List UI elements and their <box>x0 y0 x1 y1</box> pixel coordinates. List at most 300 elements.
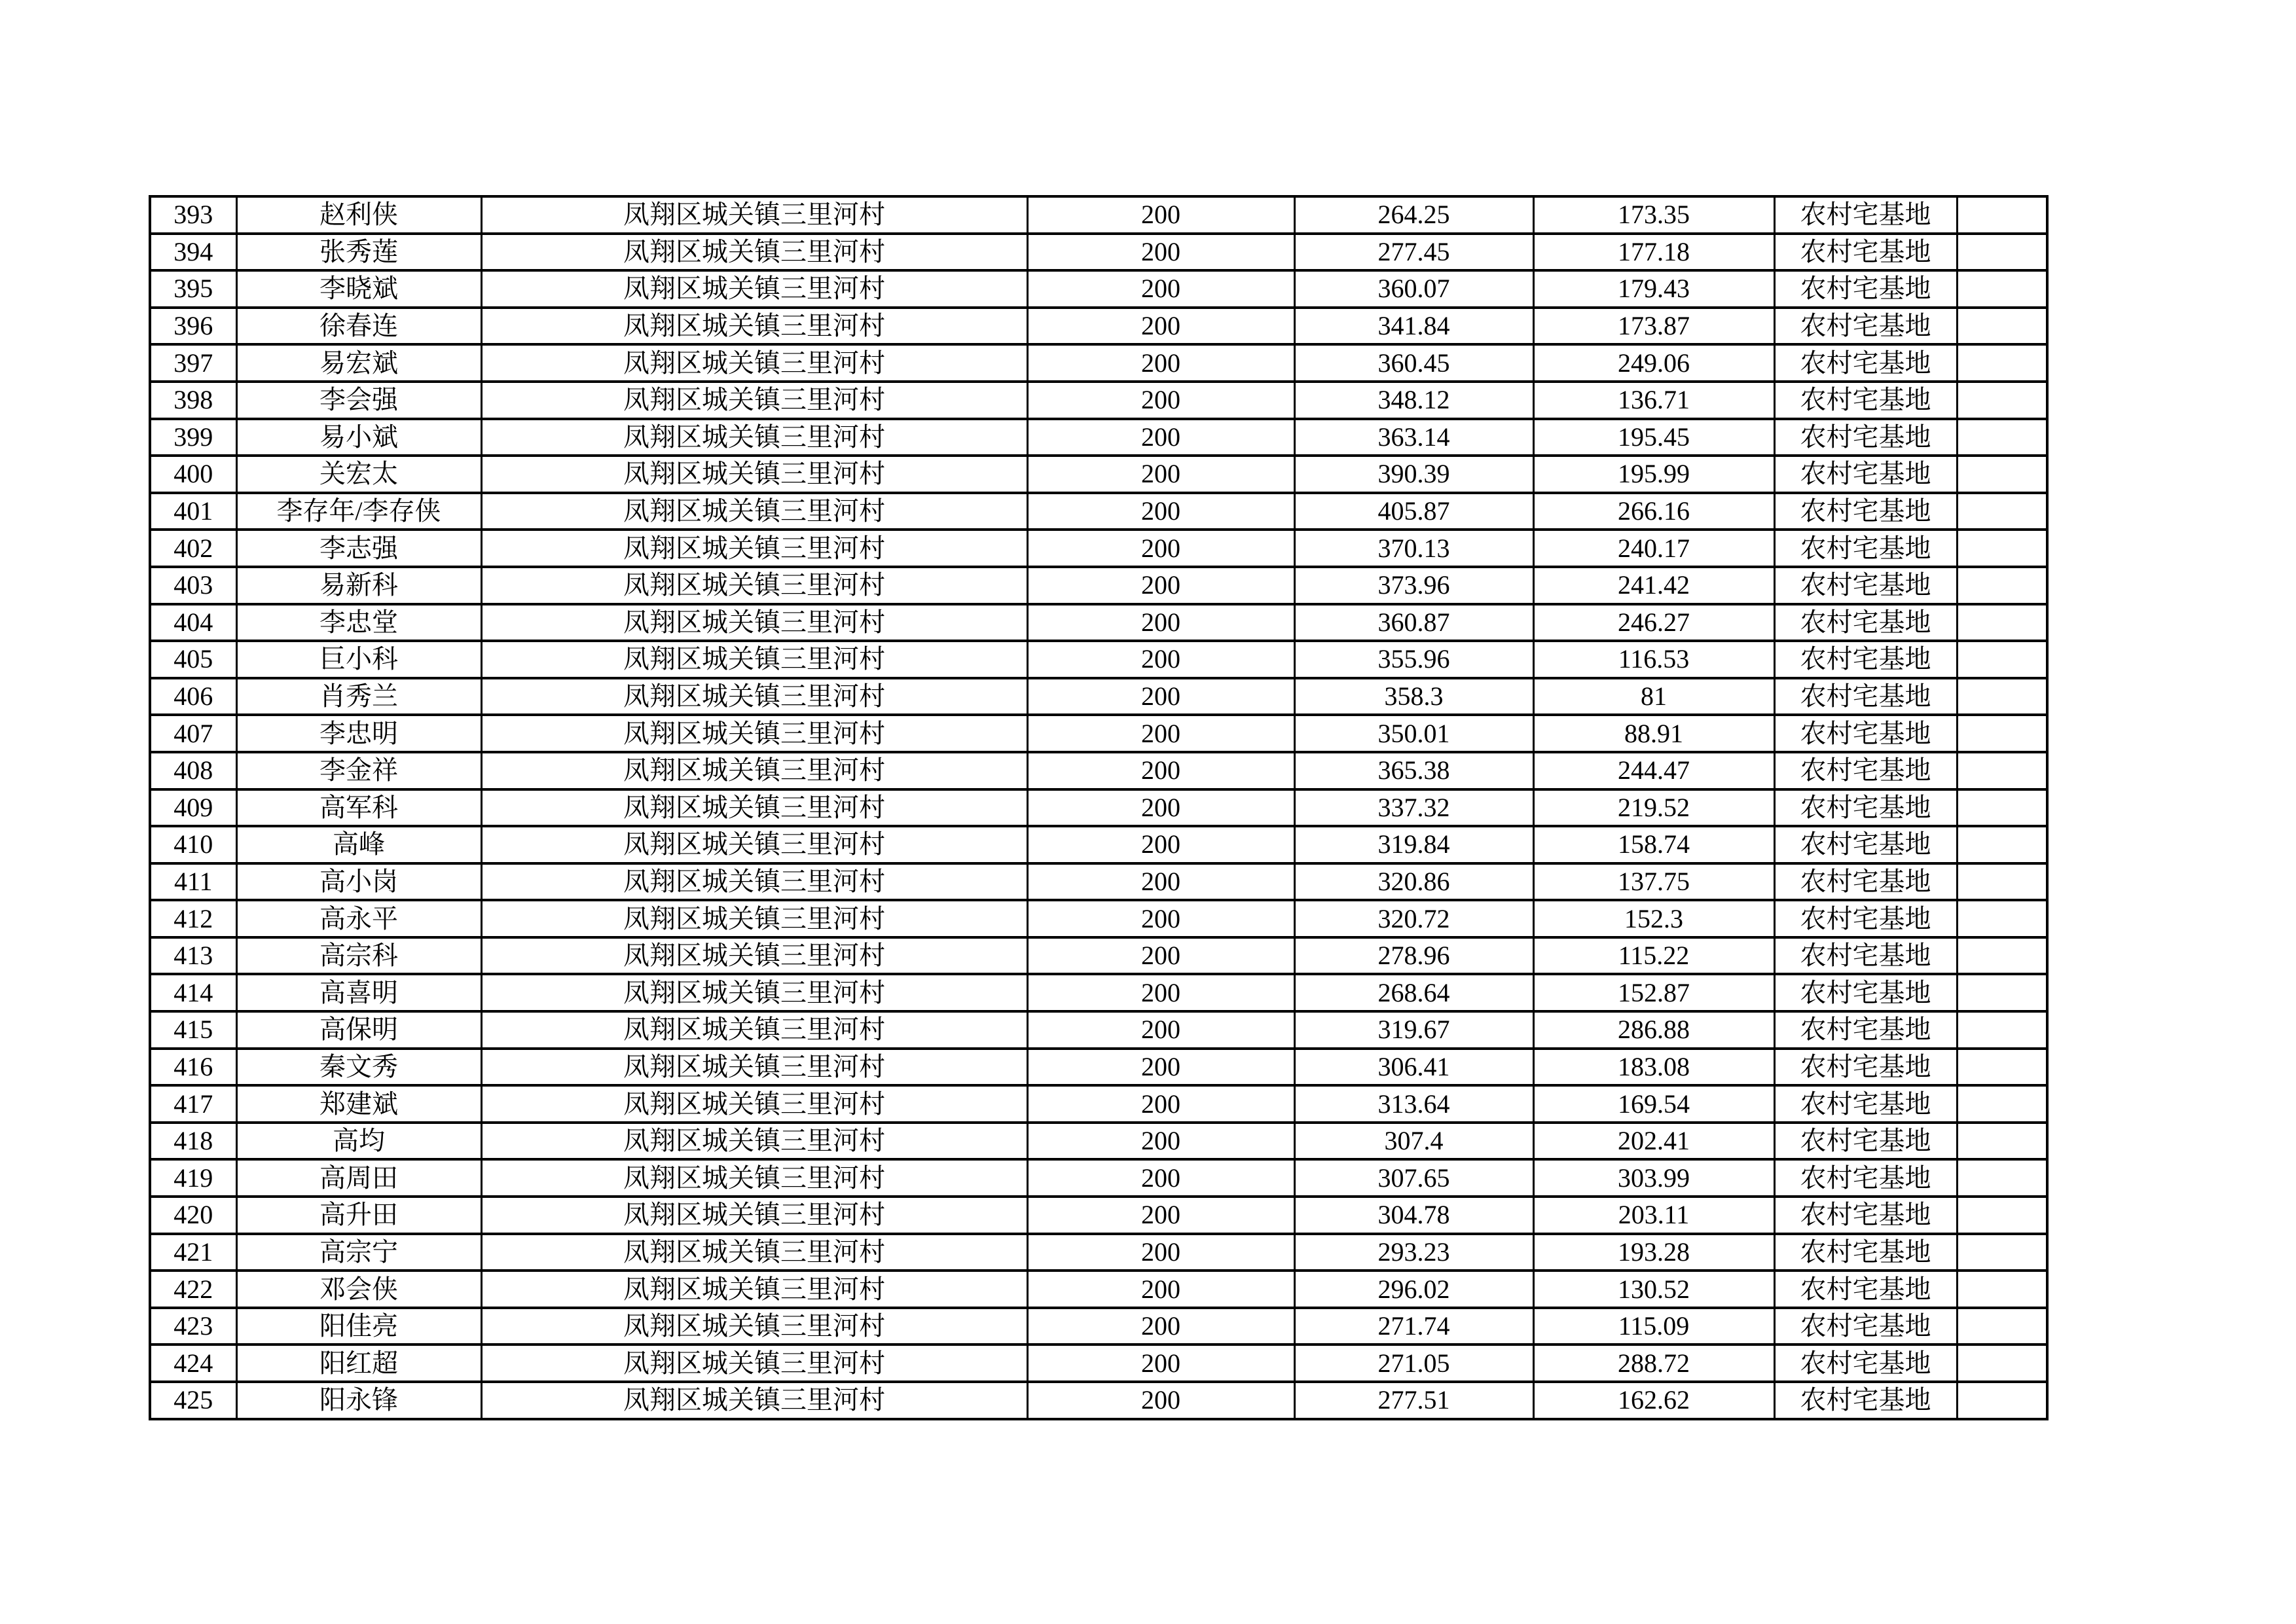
cell-empty <box>1957 604 2047 641</box>
cell-land-type: 农村宅基地 <box>1774 456 1957 493</box>
cell-area-1: 293.23 <box>1294 1234 1533 1271</box>
cell-person-name: 李忠明 <box>236 715 481 752</box>
cell-land-type: 农村宅基地 <box>1774 1271 1957 1308</box>
cell-serial-number: 407 <box>150 715 236 752</box>
table-row <box>150 270 2047 308</box>
cell-land-type: 农村宅基地 <box>1774 826 1957 863</box>
cell-area-2: 266.16 <box>1533 493 1774 530</box>
cell-village: 凤翔区城关镇三里河村 <box>481 974 1027 1011</box>
cell-land-type: 农村宅基地 <box>1774 789 1957 827</box>
table-row <box>150 234 2047 271</box>
cell-person-name: 高周田 <box>236 1159 481 1197</box>
table-row <box>150 974 2047 1011</box>
cell-area-1: 271.05 <box>1294 1344 1533 1382</box>
cell-person-name: 张秀莲 <box>236 234 481 271</box>
cell-serial-number: 418 <box>150 1123 236 1160</box>
cell-land-type: 农村宅基地 <box>1774 974 1957 1011</box>
table-row <box>150 1085 2047 1123</box>
cell-land-type: 农村宅基地 <box>1774 1011 1957 1049</box>
cell-area-2: 173.87 <box>1533 308 1774 345</box>
cell-subsidy-standard: 200 <box>1027 974 1294 1011</box>
cell-subsidy-standard: 200 <box>1027 344 1294 382</box>
cell-empty <box>1957 974 2047 1011</box>
cell-area-1: 370.13 <box>1294 530 1533 567</box>
cell-empty <box>1957 641 2047 678</box>
cell-land-type: 农村宅基地 <box>1774 308 1957 345</box>
cell-land-type: 农村宅基地 <box>1774 937 1957 975</box>
cell-land-type: 农村宅基地 <box>1774 567 1957 604</box>
cell-area-1: 365.38 <box>1294 752 1533 789</box>
cell-land-type: 农村宅基地 <box>1774 530 1957 567</box>
cell-person-name: 易小斌 <box>236 419 481 456</box>
cell-serial-number: 393 <box>150 196 236 234</box>
cell-area-2: 116.53 <box>1533 641 1774 678</box>
cell-land-type: 农村宅基地 <box>1774 604 1957 641</box>
cell-village: 凤翔区城关镇三里河村 <box>481 641 1027 678</box>
cell-serial-number: 417 <box>150 1085 236 1123</box>
cell-serial-number: 398 <box>150 382 236 419</box>
cell-empty <box>1957 1085 2047 1123</box>
cell-person-name: 高永平 <box>236 900 481 937</box>
cell-subsidy-standard: 200 <box>1027 382 1294 419</box>
cell-empty <box>1957 826 2047 863</box>
cell-land-type: 农村宅基地 <box>1774 234 1957 271</box>
cell-subsidy-standard: 200 <box>1027 456 1294 493</box>
cell-area-1: 360.07 <box>1294 270 1533 308</box>
cell-empty <box>1957 382 2047 419</box>
cell-area-1: 390.39 <box>1294 456 1533 493</box>
cell-subsidy-standard: 200 <box>1027 1197 1294 1234</box>
cell-area-1: 337.32 <box>1294 789 1533 827</box>
cell-land-type: 农村宅基地 <box>1774 1159 1957 1197</box>
cell-empty <box>1957 1234 2047 1271</box>
cell-village: 凤翔区城关镇三里河村 <box>481 863 1027 901</box>
cell-area-1: 320.86 <box>1294 863 1533 901</box>
cell-serial-number: 395 <box>150 270 236 308</box>
cell-area-1: 296.02 <box>1294 1271 1533 1308</box>
cell-subsidy-standard: 200 <box>1027 641 1294 678</box>
cell-serial-number: 396 <box>150 308 236 345</box>
cell-person-name: 高峰 <box>236 826 481 863</box>
cell-empty <box>1957 456 2047 493</box>
cell-person-name: 李存年/李存侠 <box>236 493 481 530</box>
cell-serial-number: 423 <box>150 1308 236 1345</box>
cell-person-name: 关宏太 <box>236 456 481 493</box>
cell-village: 凤翔区城关镇三里河村 <box>481 196 1027 234</box>
cell-area-1: 307.4 <box>1294 1123 1533 1160</box>
cell-subsidy-standard: 200 <box>1027 493 1294 530</box>
cell-subsidy-standard: 200 <box>1027 1382 1294 1419</box>
cell-area-1: 355.96 <box>1294 641 1533 678</box>
cell-subsidy-standard: 200 <box>1027 1271 1294 1308</box>
cell-village: 凤翔区城关镇三里河村 <box>481 530 1027 567</box>
cell-area-1: 360.87 <box>1294 604 1533 641</box>
cell-serial-number: 399 <box>150 419 236 456</box>
cell-area-2: 195.99 <box>1533 456 1774 493</box>
cell-empty <box>1957 1159 2047 1197</box>
cell-area-2: 303.99 <box>1533 1159 1774 1197</box>
table-row <box>150 1159 2047 1197</box>
cell-village: 凤翔区城关镇三里河村 <box>481 1234 1027 1271</box>
cell-serial-number: 397 <box>150 344 236 382</box>
table-row <box>150 752 2047 789</box>
cell-subsidy-standard: 200 <box>1027 900 1294 937</box>
cell-land-type: 农村宅基地 <box>1774 900 1957 937</box>
cell-land-type: 农村宅基地 <box>1774 678 1957 715</box>
cell-person-name: 高军科 <box>236 789 481 827</box>
cell-serial-number: 413 <box>150 937 236 975</box>
cell-area-2: 169.54 <box>1533 1085 1774 1123</box>
cell-village: 凤翔区城关镇三里河村 <box>481 567 1027 604</box>
table-row <box>150 604 2047 641</box>
cell-person-name: 李志强 <box>236 530 481 567</box>
cell-empty <box>1957 419 2047 456</box>
cell-area-2: 286.88 <box>1533 1011 1774 1049</box>
cell-village: 凤翔区城关镇三里河村 <box>481 1271 1027 1308</box>
cell-serial-number: 420 <box>150 1197 236 1234</box>
cell-land-type: 农村宅基地 <box>1774 382 1957 419</box>
cell-area-1: 313.64 <box>1294 1085 1533 1123</box>
table-row <box>150 1049 2047 1086</box>
cell-serial-number: 422 <box>150 1271 236 1308</box>
cell-village: 凤翔区城关镇三里河村 <box>481 419 1027 456</box>
cell-village: 凤翔区城关镇三里河村 <box>481 1197 1027 1234</box>
cell-subsidy-standard: 200 <box>1027 308 1294 345</box>
table-row <box>150 826 2047 863</box>
cell-area-1: 341.84 <box>1294 308 1533 345</box>
cell-subsidy-standard: 200 <box>1027 1344 1294 1382</box>
cell-person-name: 徐春连 <box>236 308 481 345</box>
cell-empty <box>1957 493 2047 530</box>
table-row <box>150 530 2047 567</box>
cell-area-1: 348.12 <box>1294 382 1533 419</box>
cell-land-type: 农村宅基地 <box>1774 1123 1957 1160</box>
cell-subsidy-standard: 200 <box>1027 1085 1294 1123</box>
cell-serial-number: 421 <box>150 1234 236 1271</box>
cell-person-name: 李晓斌 <box>236 270 481 308</box>
cell-person-name: 高宗科 <box>236 937 481 975</box>
cell-serial-number: 411 <box>150 863 236 901</box>
cell-serial-number: 406 <box>150 678 236 715</box>
cell-empty <box>1957 1344 2047 1382</box>
cell-subsidy-standard: 200 <box>1027 1308 1294 1345</box>
cell-area-2: 193.28 <box>1533 1234 1774 1271</box>
cell-empty <box>1957 789 2047 827</box>
table-row <box>150 1308 2047 1345</box>
cell-serial-number: 412 <box>150 900 236 937</box>
table-row <box>150 1234 2047 1271</box>
cell-land-type: 农村宅基地 <box>1774 270 1957 308</box>
cell-person-name: 高均 <box>236 1123 481 1160</box>
table-row <box>150 382 2047 419</box>
cell-person-name: 郑建斌 <box>236 1085 481 1123</box>
subsidy-table-container <box>149 195 2049 1420</box>
cell-area-2: 81 <box>1533 678 1774 715</box>
table-row <box>150 567 2047 604</box>
cell-person-name: 高喜明 <box>236 974 481 1011</box>
table-row <box>150 937 2047 975</box>
cell-empty <box>1957 752 2047 789</box>
cell-village: 凤翔区城关镇三里河村 <box>481 1159 1027 1197</box>
cell-subsidy-standard: 200 <box>1027 196 1294 234</box>
table-row <box>150 196 2047 234</box>
cell-subsidy-standard: 200 <box>1027 1234 1294 1271</box>
table-row <box>150 1382 2047 1419</box>
cell-land-type: 农村宅基地 <box>1774 1234 1957 1271</box>
cell-area-2: 288.72 <box>1533 1344 1774 1382</box>
cell-land-type: 农村宅基地 <box>1774 752 1957 789</box>
cell-serial-number: 394 <box>150 234 236 271</box>
table-row <box>150 493 2047 530</box>
cell-land-type: 农村宅基地 <box>1774 419 1957 456</box>
cell-serial-number: 415 <box>150 1011 236 1049</box>
cell-area-2: 246.27 <box>1533 604 1774 641</box>
cell-empty <box>1957 900 2047 937</box>
cell-land-type: 农村宅基地 <box>1774 715 1957 752</box>
cell-serial-number: 416 <box>150 1049 236 1086</box>
cell-area-1: 405.87 <box>1294 493 1533 530</box>
table-row <box>150 1197 2047 1234</box>
table-row <box>150 1271 2047 1308</box>
cell-serial-number: 405 <box>150 641 236 678</box>
cell-area-1: 319.67 <box>1294 1011 1533 1049</box>
cell-empty <box>1957 1123 2047 1160</box>
cell-area-2: 177.18 <box>1533 234 1774 271</box>
cell-subsidy-standard: 200 <box>1027 715 1294 752</box>
cell-area-2: 162.62 <box>1533 1382 1774 1419</box>
table-row <box>150 678 2047 715</box>
cell-area-1: 350.01 <box>1294 715 1533 752</box>
cell-subsidy-standard: 200 <box>1027 789 1294 827</box>
cell-subsidy-standard: 200 <box>1027 1159 1294 1197</box>
cell-village: 凤翔区城关镇三里河村 <box>481 604 1027 641</box>
cell-land-type: 农村宅基地 <box>1774 1049 1957 1086</box>
cell-person-name: 秦文秀 <box>236 1049 481 1086</box>
cell-subsidy-standard: 200 <box>1027 270 1294 308</box>
cell-land-type: 农村宅基地 <box>1774 1085 1957 1123</box>
cell-subsidy-standard: 200 <box>1027 1011 1294 1049</box>
cell-village: 凤翔区城关镇三里河村 <box>481 234 1027 271</box>
cell-subsidy-standard: 200 <box>1027 1049 1294 1086</box>
cell-village: 凤翔区城关镇三里河村 <box>481 900 1027 937</box>
cell-subsidy-standard: 200 <box>1027 863 1294 901</box>
cell-area-1: 319.84 <box>1294 826 1533 863</box>
table-row <box>150 789 2047 827</box>
cell-village: 凤翔区城关镇三里河村 <box>481 1085 1027 1123</box>
cell-subsidy-standard: 200 <box>1027 234 1294 271</box>
cell-village: 凤翔区城关镇三里河村 <box>481 493 1027 530</box>
cell-serial-number: 414 <box>150 974 236 1011</box>
cell-person-name: 邓会侠 <box>236 1271 481 1308</box>
subsidy-table <box>149 195 2049 1420</box>
cell-empty <box>1957 196 2047 234</box>
cell-area-2: 183.08 <box>1533 1049 1774 1086</box>
cell-person-name: 高升田 <box>236 1197 481 1234</box>
cell-area-2: 195.45 <box>1533 419 1774 456</box>
cell-empty <box>1957 863 2047 901</box>
cell-person-name: 易宏斌 <box>236 344 481 382</box>
cell-area-1: 271.74 <box>1294 1308 1533 1345</box>
cell-land-type: 农村宅基地 <box>1774 1382 1957 1419</box>
cell-village: 凤翔区城关镇三里河村 <box>481 382 1027 419</box>
cell-village: 凤翔区城关镇三里河村 <box>481 715 1027 752</box>
cell-area-1: 307.65 <box>1294 1159 1533 1197</box>
table-row <box>150 1123 2047 1160</box>
cell-person-name: 高宗宁 <box>236 1234 481 1271</box>
cell-serial-number: 402 <box>150 530 236 567</box>
cell-subsidy-standard: 200 <box>1027 567 1294 604</box>
cell-area-2: 249.06 <box>1533 344 1774 382</box>
cell-empty <box>1957 715 2047 752</box>
cell-village: 凤翔区城关镇三里河村 <box>481 1308 1027 1345</box>
cell-person-name: 阳红超 <box>236 1344 481 1382</box>
cell-area-2: 173.35 <box>1533 196 1774 234</box>
cell-empty <box>1957 1308 2047 1345</box>
cell-village: 凤翔区城关镇三里河村 <box>481 1049 1027 1086</box>
cell-area-2: 202.41 <box>1533 1123 1774 1160</box>
cell-village: 凤翔区城关镇三里河村 <box>481 1344 1027 1382</box>
table-row <box>150 308 2047 345</box>
cell-area-1: 358.3 <box>1294 678 1533 715</box>
cell-subsidy-standard: 200 <box>1027 530 1294 567</box>
cell-area-1: 278.96 <box>1294 937 1533 975</box>
cell-person-name: 高保明 <box>236 1011 481 1049</box>
cell-area-1: 277.45 <box>1294 234 1533 271</box>
cell-empty <box>1957 1271 2047 1308</box>
cell-person-name: 易新科 <box>236 567 481 604</box>
cell-empty <box>1957 270 2047 308</box>
cell-area-2: 158.74 <box>1533 826 1774 863</box>
cell-area-2: 241.42 <box>1533 567 1774 604</box>
cell-person-name: 李会强 <box>236 382 481 419</box>
cell-serial-number: 410 <box>150 826 236 863</box>
table-row <box>150 715 2047 752</box>
cell-serial-number: 404 <box>150 604 236 641</box>
cell-serial-number: 400 <box>150 456 236 493</box>
cell-land-type: 农村宅基地 <box>1774 863 1957 901</box>
cell-person-name: 李忠堂 <box>236 604 481 641</box>
cell-person-name: 赵利侠 <box>236 196 481 234</box>
cell-serial-number: 401 <box>150 493 236 530</box>
cell-area-1: 268.64 <box>1294 974 1533 1011</box>
cell-subsidy-standard: 200 <box>1027 678 1294 715</box>
cell-land-type: 农村宅基地 <box>1774 196 1957 234</box>
table-row <box>150 456 2047 493</box>
cell-serial-number: 408 <box>150 752 236 789</box>
cell-land-type: 农村宅基地 <box>1774 1197 1957 1234</box>
cell-empty <box>1957 1197 2047 1234</box>
cell-area-1: 373.96 <box>1294 567 1533 604</box>
cell-village: 凤翔区城关镇三里河村 <box>481 826 1027 863</box>
cell-subsidy-standard: 200 <box>1027 419 1294 456</box>
cell-land-type: 农村宅基地 <box>1774 641 1957 678</box>
cell-empty <box>1957 308 2047 345</box>
cell-empty <box>1957 234 2047 271</box>
cell-empty <box>1957 678 2047 715</box>
table-row <box>150 344 2047 382</box>
cell-serial-number: 403 <box>150 567 236 604</box>
cell-area-1: 306.41 <box>1294 1049 1533 1086</box>
cell-area-1: 320.72 <box>1294 900 1533 937</box>
cell-person-name: 阳永锋 <box>236 1382 481 1419</box>
cell-area-2: 130.52 <box>1533 1271 1774 1308</box>
cell-serial-number: 409 <box>150 789 236 827</box>
table-row <box>150 1011 2047 1049</box>
table-row <box>150 1344 2047 1382</box>
cell-village: 凤翔区城关镇三里河村 <box>481 456 1027 493</box>
cell-area-2: 136.71 <box>1533 382 1774 419</box>
table-row <box>150 863 2047 901</box>
cell-serial-number: 425 <box>150 1382 236 1419</box>
cell-area-1: 304.78 <box>1294 1197 1533 1234</box>
cell-village: 凤翔区城关镇三里河村 <box>481 308 1027 345</box>
cell-village: 凤翔区城关镇三里河村 <box>481 789 1027 827</box>
cell-person-name: 李金祥 <box>236 752 481 789</box>
cell-area-2: 137.75 <box>1533 863 1774 901</box>
cell-person-name: 巨小科 <box>236 641 481 678</box>
cell-subsidy-standard: 200 <box>1027 1123 1294 1160</box>
cell-area-2: 179.43 <box>1533 270 1774 308</box>
cell-subsidy-standard: 200 <box>1027 826 1294 863</box>
cell-area-2: 240.17 <box>1533 530 1774 567</box>
cell-area-2: 219.52 <box>1533 789 1774 827</box>
cell-area-2: 152.3 <box>1533 900 1774 937</box>
cell-subsidy-standard: 200 <box>1027 604 1294 641</box>
cell-area-2: 115.09 <box>1533 1308 1774 1345</box>
cell-area-1: 277.51 <box>1294 1382 1533 1419</box>
cell-village: 凤翔区城关镇三里河村 <box>481 1011 1027 1049</box>
table-body <box>150 196 2047 1419</box>
cell-village: 凤翔区城关镇三里河村 <box>481 678 1027 715</box>
cell-area-2: 115.22 <box>1533 937 1774 975</box>
cell-subsidy-standard: 200 <box>1027 752 1294 789</box>
cell-area-2: 203.11 <box>1533 1197 1774 1234</box>
cell-empty <box>1957 344 2047 382</box>
cell-land-type: 农村宅基地 <box>1774 1344 1957 1382</box>
cell-land-type: 农村宅基地 <box>1774 1308 1957 1345</box>
cell-empty <box>1957 1049 2047 1086</box>
cell-village: 凤翔区城关镇三里河村 <box>481 270 1027 308</box>
cell-empty <box>1957 567 2047 604</box>
table-row <box>150 419 2047 456</box>
cell-serial-number: 424 <box>150 1344 236 1382</box>
cell-empty <box>1957 937 2047 975</box>
cell-serial-number: 419 <box>150 1159 236 1197</box>
cell-person-name: 高小岗 <box>236 863 481 901</box>
cell-area-1: 363.14 <box>1294 419 1533 456</box>
cell-area-2: 244.47 <box>1533 752 1774 789</box>
cell-village: 凤翔区城关镇三里河村 <box>481 937 1027 975</box>
cell-empty <box>1957 530 2047 567</box>
cell-area-1: 360.45 <box>1294 344 1533 382</box>
cell-area-1: 264.25 <box>1294 196 1533 234</box>
cell-land-type: 农村宅基地 <box>1774 493 1957 530</box>
cell-area-2: 152.87 <box>1533 974 1774 1011</box>
table-row <box>150 641 2047 678</box>
cell-land-type: 农村宅基地 <box>1774 344 1957 382</box>
cell-village: 凤翔区城关镇三里河村 <box>481 1382 1027 1419</box>
cell-area-2: 88.91 <box>1533 715 1774 752</box>
cell-person-name: 肖秀兰 <box>236 678 481 715</box>
table-row <box>150 900 2047 937</box>
cell-subsidy-standard: 200 <box>1027 937 1294 975</box>
cell-village: 凤翔区城关镇三里河村 <box>481 1123 1027 1160</box>
cell-empty <box>1957 1382 2047 1419</box>
cell-person-name: 阳佳亮 <box>236 1308 481 1345</box>
cell-village: 凤翔区城关镇三里河村 <box>481 344 1027 382</box>
cell-empty <box>1957 1011 2047 1049</box>
cell-village: 凤翔区城关镇三里河村 <box>481 752 1027 789</box>
